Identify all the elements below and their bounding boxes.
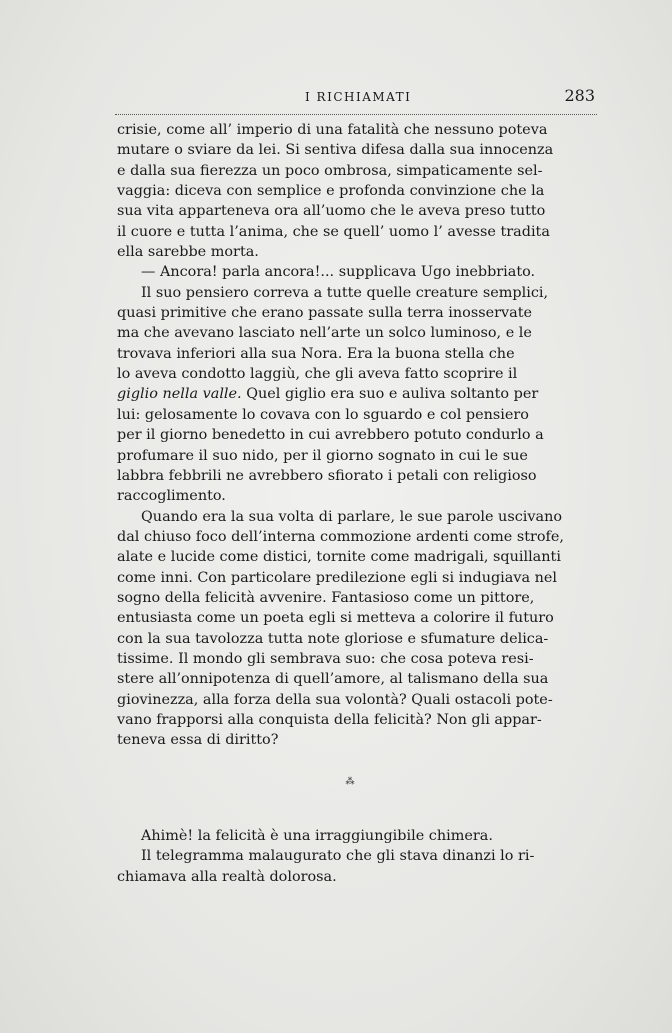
text-line: il cuore e tutta l’anima, che se quell’ uomo l’ avesse tradita <box>117 223 550 240</box>
page-header <box>115 86 597 115</box>
text-line: Ahimè! la felicità è una irraggiungibile chimera. <box>141 828 493 844</box>
text-line: labbra febbrili ne avrebbero sfiorato i petali con religioso <box>117 467 537 484</box>
text-line: Il telegramma malaugurato che gli stava dinanzi lo ri- <box>141 848 535 865</box>
text-line: lui: gelosamente lo covava con lo sguardo e col pensiero <box>117 406 529 423</box>
text-line: sogno della felicità avvenire. Fantasioso come un pittore, <box>117 589 535 606</box>
text-line: chiamava alla realtà dolorosa. <box>117 868 337 885</box>
italic-phrase: giglio nella valle. <box>117 386 242 403</box>
text-line-tail: Quel giglio era suo e auliva soltanto per <box>246 386 539 403</box>
text-line: vano frapporsi alla conquista della felicità? Non gli appar- <box>117 711 542 728</box>
text-line: ella sarebbe morta. <box>117 244 259 261</box>
text-line: stere all’onnipotenza di quell’amore, al talismano della sua <box>117 671 549 688</box>
text-line: come inni. Con particolare predilezione egli si indugiava nel <box>117 569 558 586</box>
section-break-ornament: ⁂ <box>345 777 355 787</box>
text-line: profumare il suo nido, per il giorno sognato in cui le sue <box>117 447 528 464</box>
text-line: lo aveva condotto laggiù, che gli aveva fatto scoprire il <box>117 366 518 383</box>
text-line: teneva essa di diritto? <box>117 732 279 749</box>
text-line: sua vita apparteneva ora all’uomo che le aveva preso tutto <box>117 203 546 220</box>
closing-text <box>117 826 597 887</box>
text-line: con la sua tavolozza tutta note gloriose e sfumature delica- <box>117 630 549 647</box>
dialogue-line: — Ancora! parla ancora!... supplicava Ugo inebbriato. <box>141 264 536 281</box>
text-line: dal chiuso foco dell’interna commozione ardenti come strofe, <box>117 528 564 545</box>
text-line: giovinezza, alla forza della sua volontà? Quali ostacoli pote- <box>117 691 553 708</box>
text-line: Quando era la sua volta di parlare, le sue parole uscivano <box>141 508 563 525</box>
text-line: mutare o sviare da lei. Si sentiva difesa dalla sua innocenza <box>117 142 554 159</box>
text-line: trovava inferiori alla sua Nora. Era la buona stella che <box>117 345 515 362</box>
text-line: entusiasta come un poeta egli si metteva a colorire il futuro <box>117 610 554 627</box>
text-line-with-italic <box>117 384 597 404</box>
text-line: quasi primitive che erano passate sulla terra inosservate <box>117 305 533 322</box>
text-line: alate e lucide come distici, tornite come madrigali, squillanti <box>117 549 561 566</box>
text-line: ma che avevano lasciato nell’arte un solco luminoso, e le <box>117 325 532 342</box>
text-line: crisie, come all’ imperio di una fatalità che nessuno poteva <box>117 122 548 138</box>
text-line: Il suo pensiero correva a tutte quelle creature semplici, <box>141 284 549 301</box>
text-line: tissime. Il mondo gli sembrava suo: che cosa poteva resi- <box>117 650 534 667</box>
page-number: 283 <box>564 86 595 105</box>
text-line: per il giorno benedetto in cui avrebbero potuto condurlo a <box>117 427 544 444</box>
text-line: e dalla sua fierezza un poco ombrosa, simpaticamente sel- <box>117 162 543 179</box>
text-line: vaggia: diceva con semplice e profonda convinzione che la <box>117 183 545 200</box>
body-text <box>117 120 597 751</box>
text-line: raccoglimento. <box>117 488 226 505</box>
running-title: I RICHIAMATI <box>305 90 412 104</box>
